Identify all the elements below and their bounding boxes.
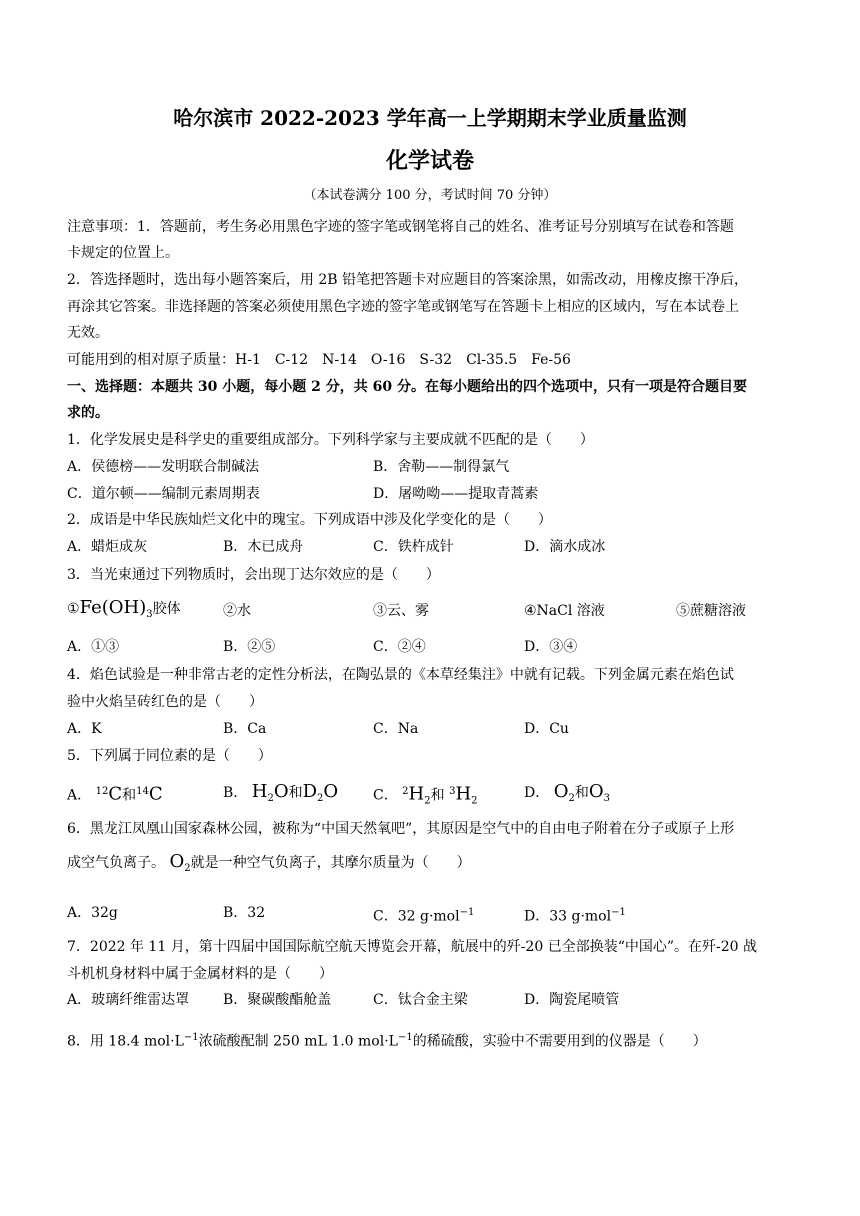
- option-d: D．③④: [524, 639, 578, 655]
- option-a: A．玻璃纤维雷达罩: [67, 992, 190, 1008]
- instruction-line: 再涂其它答案。非选择题的答案必须使用黑色字迹的签字笔或钢笔写在答题卡上相应的区域内，写在本试卷上: [67, 299, 739, 315]
- option-d: D．屠呦呦——提取青蒿素: [373, 486, 539, 502]
- option-a: A．K: [67, 721, 102, 737]
- option-b: B．②⑤: [223, 639, 276, 655]
- option-b: B．舍勒——制得氯气: [373, 459, 510, 475]
- option-d: D．陶瓷尾喷管: [524, 992, 620, 1008]
- question-stem: 1．化学发展史是科学史的重要组成部分。下列科学家与主要成就不匹配的是（ ）: [67, 432, 594, 448]
- instruction-line: 2．答选择题时，选出每小题答案后，用 2B 铅笔把答题卡对应题目的答案涂黑，如需改动，用橡皮擦干净后，: [67, 272, 749, 288]
- item-1: $①Fe(OH)_3$胶体: [67, 597, 181, 620]
- option-c: C． $^2H_2$和 $^3H_2$: [373, 783, 478, 807]
- instruction-line: 卡规定的位置上。: [67, 245, 179, 261]
- section-heading: 一、选择题：本题共 30 小题，每小题 2 分，共 60 分。在每小题给出的四个选项中，只有一项是符合题目要: [67, 379, 747, 395]
- option-a: A．①③: [67, 639, 120, 655]
- option-a: A． $^{12}$C和$^{14}$C: [67, 783, 163, 805]
- atomic-masses: 可能用到的相对原子质量：H-1 C-12 N-14 O-16 S-32 Cl-35.5 Fe-56: [67, 352, 571, 368]
- question-stem: 斗机机身材料中属于金属材料的是（ ）: [67, 966, 333, 982]
- option-c: C．道尔顿——编制元素周期表: [67, 486, 260, 502]
- instruction-line: 无效。: [67, 325, 109, 341]
- option-d: D．Cu: [524, 721, 569, 737]
- instruction-line: 注意事项：1．答题前，考生务必用黑色字迹的签字笔或钢笔将自己的姓名、准考证号分别填写在试卷和答题: [67, 219, 734, 235]
- option-d: D．33 g·mol$^{-1}$: [524, 907, 626, 925]
- question-stem: 5．下列属于同位素的是（ ）: [67, 748, 272, 764]
- option-d: D． $O_2$和$O_3$: [524, 781, 610, 804]
- option-c: C．Na: [373, 721, 419, 737]
- exam-duration-note: （本试卷满分 100 分，考试时间 70 分钟）: [303, 188, 557, 203]
- option-b: B．Ca: [223, 721, 267, 737]
- option-a: A．侯德榜——发明联合制碱法: [67, 459, 260, 475]
- item-5: ⑤蔗糖溶液: [676, 603, 746, 619]
- question-stem: 成空气负离子。 $O_2$就是一种空气负离子，其摩尔质量为（ ）: [67, 851, 471, 874]
- question-stem: 7．2022 年 11 月，第十四届中国国际航空航天博览会开幕，航展中的歼-20 已全部换装“中国心”。在歼-20 战: [67, 939, 758, 955]
- question-stem: 8．用 18.4 $mol\cdot L^{-1}$浓硫酸配制 250 mL 1.0 $mol\cdot L^{-1}$的稀硫酸，实验中不需要用到的仪器是（ ）: [67, 1032, 707, 1050]
- option-b: B．木已成舟: [223, 539, 304, 555]
- question-stem: 6．黑龙江凤凰山国家森林公园，被称为“中国天然氧吧”，其原因是空气中的自由电子附着在分子或原子上形: [67, 821, 735, 837]
- question-stem: 3．当光束通过下列物质时，会出现丁达尔效应的是（ ）: [67, 567, 440, 583]
- question-stem: 验中火焰呈砖红色的是（ ）: [67, 694, 263, 710]
- option-c: C．②④: [373, 639, 426, 655]
- item-4: ④NaCl 溶液: [524, 603, 605, 619]
- subject-title: 化学试卷: [385, 148, 474, 174]
- option-b: B．32: [223, 905, 266, 921]
- option-b: B．聚碳酸酯舱盖: [223, 992, 332, 1008]
- option-a: A．32g: [67, 905, 118, 921]
- item-3: ③云、雾: [373, 603, 429, 619]
- item-2: ②水: [223, 603, 251, 619]
- question-stem: 2．成语是中华民族灿烂文化中的瑰宝。下列成语中涉及化学变化的是（ ）: [67, 512, 552, 528]
- option-b: B． $H_2O$和$D_2O$: [223, 781, 339, 804]
- option-d: D．滴水成冰: [524, 539, 606, 555]
- question-stem: 4．焰色试验是一种非常古老的定性分析法，在陶弘景的《本草经集注》中就有记载。下列金属元素在焰色试: [67, 667, 734, 683]
- exam-title: 哈尔滨市 2022-2023 学年高一上学期期末学业质量监测: [173, 106, 687, 130]
- option-c: C．钛合金主梁: [373, 992, 468, 1008]
- section-heading: 求的。: [67, 405, 109, 421]
- option-a: A．蜡炬成灰: [67, 539, 148, 555]
- option-c: C．铁杵成针: [373, 539, 454, 555]
- option-c: C．32 g·mol$^{-1}$: [373, 907, 475, 925]
